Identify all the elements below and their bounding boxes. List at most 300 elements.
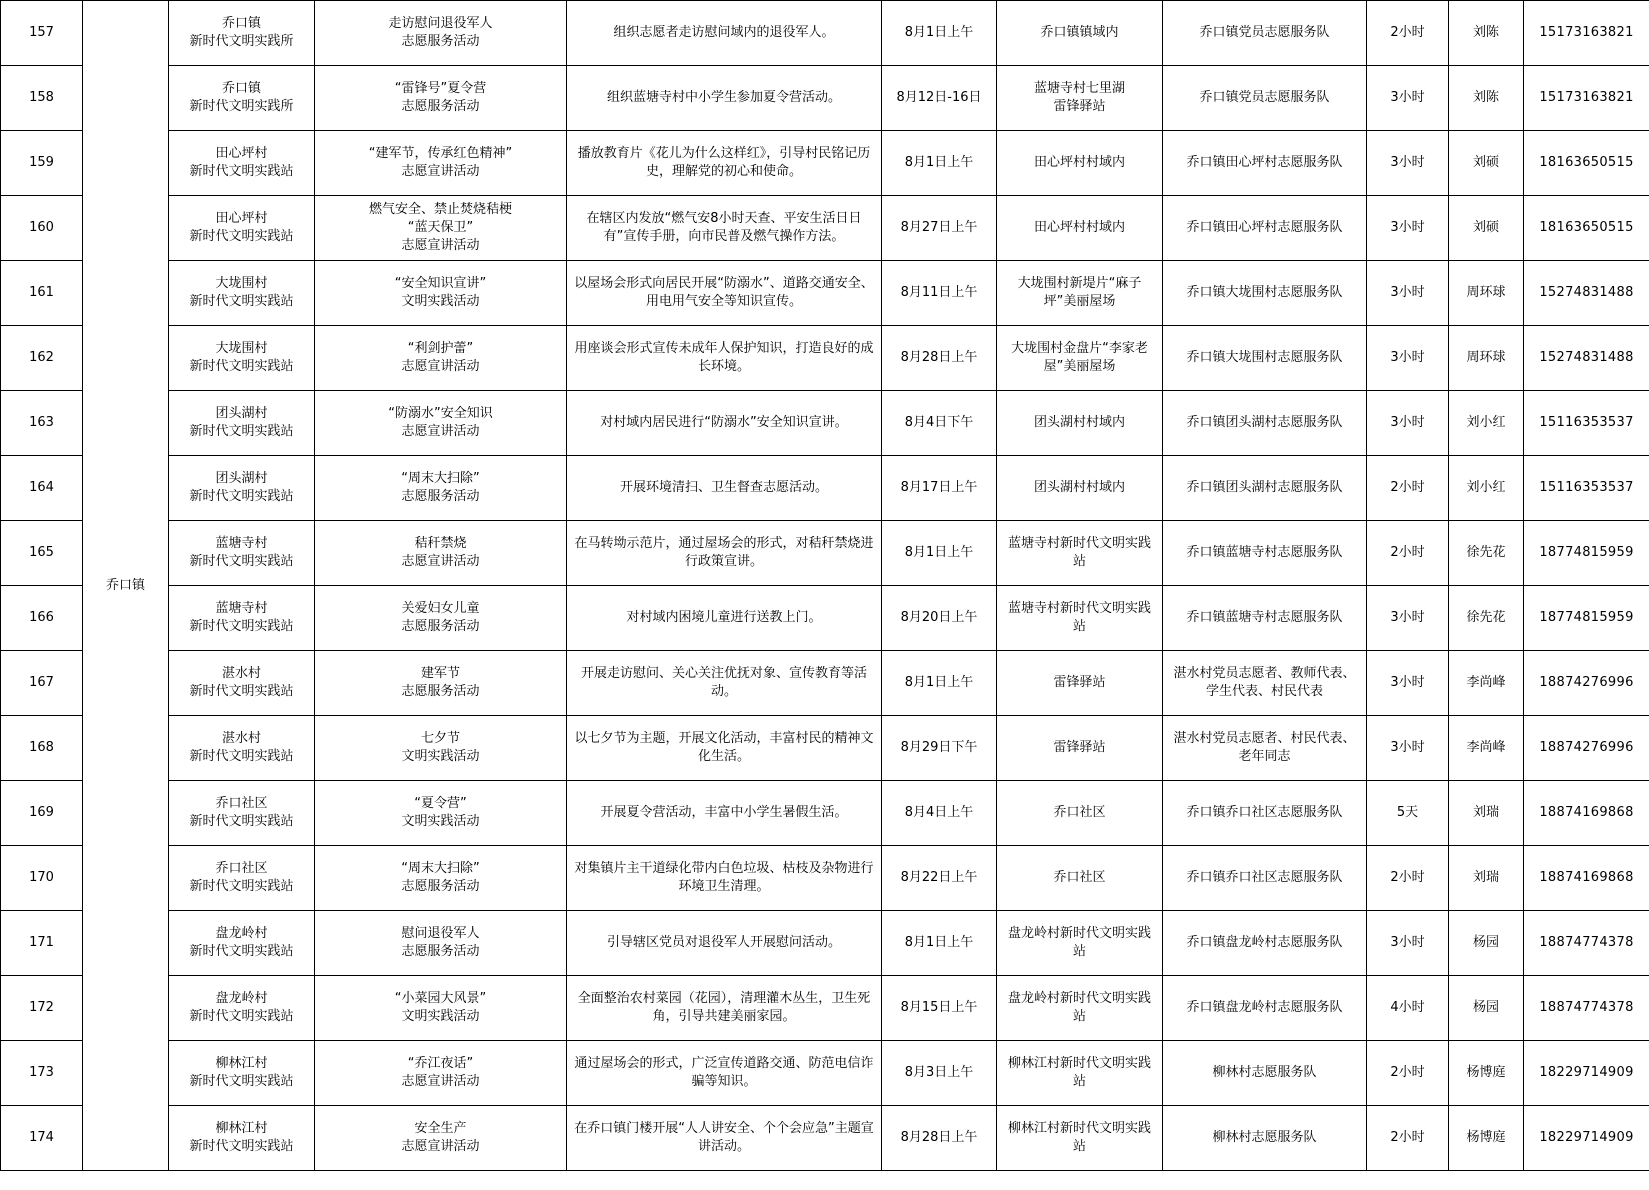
duration-text: 3小时 — [1390, 285, 1425, 300]
contact-person-text: 刘陈 — [1472, 90, 1499, 105]
volunteer-team-cell — [1163, 781, 1367, 846]
activity-name-text: “建军节，传承红色精神” 志愿宣讲活动 — [368, 146, 513, 179]
activity-place-cell — [997, 521, 1163, 586]
organizer-text: 团头湖村 新时代文明实践站 — [189, 406, 294, 439]
row-number-text: 167 — [29, 675, 54, 690]
activity-name-text: 七夕节 文明实践活动 — [401, 731, 480, 764]
volunteer-team-text: 乔口镇田心坪村志愿服务队 — [1186, 220, 1343, 235]
contact-phone-cell — [1524, 196, 1649, 261]
organizer-text: 柳林江村 新时代文明实践站 — [189, 1121, 294, 1154]
activity-content-text: 引导辖区党员对退役军人开展慰问活动。 — [606, 935, 841, 950]
organizer-text: 田心坪村 新时代文明实践站 — [189, 211, 294, 244]
activity-content-text: 开展走访慰问、关心关注优抚对象、宣传教育等活动。 — [580, 666, 867, 699]
contact-phone-text: 18874169868 — [1539, 805, 1634, 820]
activity-place-cell — [997, 1106, 1163, 1171]
volunteer-team-cell — [1163, 1, 1367, 66]
duration-cell — [1367, 391, 1449, 456]
activity-time-cell — [882, 911, 997, 976]
activity-content-cell — [567, 1, 882, 66]
activity-time-text: 8月4日下午 — [904, 415, 974, 430]
contact-person-cell — [1449, 391, 1524, 456]
duration-text: 3小时 — [1390, 155, 1425, 170]
duration-cell — [1367, 326, 1449, 391]
duration-cell — [1367, 66, 1449, 131]
table-row — [1, 716, 1649, 781]
activity-content-cell — [567, 1106, 882, 1171]
activity-content-text: 在辖区内发放“燃气安8小时天查、平安生活日日有”宣传手册，向市民普及燃气操作方法。 — [586, 211, 862, 244]
duration-cell — [1367, 196, 1449, 261]
volunteer-team-cell — [1163, 846, 1367, 911]
contact-person-cell — [1449, 1, 1524, 66]
contact-person-cell — [1449, 196, 1524, 261]
contact-phone-text: 18874774378 — [1539, 935, 1634, 950]
activity-name-cell — [315, 261, 567, 326]
contact-person-cell — [1449, 781, 1524, 846]
organizer-cell — [169, 846, 315, 911]
table-row — [1, 846, 1649, 911]
duration-cell — [1367, 716, 1449, 781]
duration-text: 3小时 — [1390, 220, 1425, 235]
contact-person-cell — [1449, 456, 1524, 521]
activity-content-cell — [567, 976, 882, 1041]
activity-time-cell — [882, 781, 997, 846]
organizer-text: 乔口镇 新时代文明实践所 — [189, 16, 294, 49]
activity-time-cell — [882, 1106, 997, 1171]
contact-phone-cell — [1524, 781, 1649, 846]
activity-name-cell — [315, 1, 567, 66]
duration-text: 2小时 — [1390, 1130, 1425, 1145]
volunteer-team-text: 柳林村志愿服务队 — [1212, 1130, 1317, 1145]
activity-content-cell — [567, 911, 882, 976]
contact-person-text: 刘小红 — [1466, 480, 1506, 495]
volunteer-team-cell — [1163, 66, 1367, 131]
row-number-cell — [1, 456, 83, 521]
activity-time-cell — [882, 1, 997, 66]
contact-person-cell — [1449, 976, 1524, 1041]
volunteer-team-text: 湛水村党员志愿者、村民代表、老年同志 — [1173, 731, 1356, 764]
table-row — [1, 196, 1649, 261]
volunteer-team-text: 湛水村党员志愿者、教师代表、学生代表、村民代表 — [1173, 666, 1356, 699]
contact-person-text: 杨博庭 — [1466, 1065, 1506, 1080]
row-number-text: 165 — [29, 545, 54, 560]
contact-phone-cell — [1524, 326, 1649, 391]
activity-place-text: 盘龙岭村新时代文明实践站 — [1007, 926, 1151, 959]
contact-phone-cell — [1524, 521, 1649, 586]
row-number-text: 166 — [29, 610, 54, 625]
activity-place-cell — [997, 456, 1163, 521]
contact-person-cell — [1449, 911, 1524, 976]
contact-phone-cell — [1524, 391, 1649, 456]
contact-phone-text: 18229714909 — [1539, 1130, 1634, 1145]
contact-person-cell — [1449, 1041, 1524, 1106]
row-number-text: 172 — [29, 1000, 54, 1015]
contact-phone-text: 15116353537 — [1539, 480, 1634, 495]
activity-place-cell — [997, 66, 1163, 131]
activity-time-cell — [882, 196, 997, 261]
contact-person-text: 周环球 — [1466, 350, 1506, 365]
activity-content-text: 对村域内困境儿童进行送教上门。 — [626, 610, 822, 625]
duration-text: 3小时 — [1390, 935, 1425, 950]
duration-text: 3小时 — [1390, 610, 1425, 625]
row-number-text: 159 — [29, 155, 54, 170]
activity-time-text: 8月1日上午 — [904, 935, 974, 950]
activity-place-text: 大垅围村新堤片“麻子坪”美丽屋场 — [1017, 276, 1142, 309]
duration-cell — [1367, 781, 1449, 846]
activity-place-text: 田心坪村村域内 — [1033, 220, 1125, 235]
activity-place-cell — [997, 781, 1163, 846]
activity-time-text: 8月28日上午 — [900, 1130, 978, 1145]
activity-name-cell — [315, 911, 567, 976]
table-row — [1, 1, 1649, 66]
activity-time-text: 8月1日上午 — [904, 675, 974, 690]
activity-name-cell — [315, 976, 567, 1041]
duration-cell — [1367, 261, 1449, 326]
activity-content-text: 在马转坳示范片，通过屋场会的形式，对秸秆禁烧进行政策宣讲。 — [574, 536, 874, 569]
activity-name-cell — [315, 716, 567, 781]
activity-content-cell — [567, 1041, 882, 1106]
activity-name-cell — [315, 521, 567, 586]
table-row — [1, 326, 1649, 391]
contact-phone-text: 18874276996 — [1539, 675, 1634, 690]
row-number-text: 174 — [29, 1130, 54, 1145]
activity-content-text: 对村域内居民进行“防溺水”安全知识宣讲。 — [600, 415, 848, 430]
activity-name-text: “夏令营” 文明实践活动 — [401, 796, 480, 829]
activity-time-text: 8月3日上午 — [904, 1065, 974, 1080]
organizer-text: 田心坪村 新时代文明实践站 — [189, 146, 294, 179]
duration-cell — [1367, 521, 1449, 586]
activity-place-text: 盘龙岭村新时代文明实践站 — [1007, 991, 1151, 1024]
organizer-cell — [169, 1, 315, 66]
table-row — [1, 781, 1649, 846]
activity-name-cell — [315, 456, 567, 521]
volunteer-team-cell — [1163, 911, 1367, 976]
activity-name-text: “雷锋号”夏令营 志愿服务活动 — [394, 81, 487, 114]
table-row — [1, 911, 1649, 976]
activity-place-text: 田心坪村村域内 — [1033, 155, 1125, 170]
volunteer-team-text: 乔口镇乔口社区志愿服务队 — [1186, 805, 1343, 820]
activity-name-cell — [315, 391, 567, 456]
activity-time-text: 8月4日上午 — [904, 805, 974, 820]
duration-text: 3小时 — [1390, 415, 1425, 430]
activity-time-cell — [882, 846, 997, 911]
volunteer-team-cell — [1163, 456, 1367, 521]
activity-name-text: 燃气安全、禁止焚烧秸梗 “蓝天保卫” 志愿宣讲活动 — [368, 202, 512, 253]
activity-place-cell — [997, 911, 1163, 976]
contact-person-cell — [1449, 716, 1524, 781]
activity-place-text: 蓝塘寺村新时代文明实践站 — [1007, 536, 1151, 569]
activity-time-cell — [882, 456, 997, 521]
activity-time-cell — [882, 131, 997, 196]
duration-text: 3小时 — [1390, 350, 1425, 365]
row-number-text: 170 — [29, 870, 54, 885]
activity-time-text: 8月29日下午 — [900, 740, 978, 755]
contact-person-text: 李尚峰 — [1466, 740, 1506, 755]
organizer-cell — [169, 261, 315, 326]
activity-name-text: 关爱妇女儿童 志愿服务活动 — [401, 601, 480, 634]
contact-phone-cell — [1524, 586, 1649, 651]
row-number-cell — [1, 1041, 83, 1106]
activity-place-cell — [997, 716, 1163, 781]
contact-person-text: 周环球 — [1466, 285, 1506, 300]
row-number-text: 162 — [29, 350, 54, 365]
activity-place-text: 柳林江村新时代文明实践站 — [1007, 1121, 1151, 1154]
activity-content-text: 对集镇片主干道绿化带内白色垃圾、枯枝及杂物进行环境卫生清理。 — [574, 861, 874, 894]
contact-phone-text: 15173163821 — [1539, 90, 1634, 105]
activity-name-cell — [315, 131, 567, 196]
organizer-text: 乔口社区 新时代文明实践站 — [189, 861, 294, 894]
table-row — [1, 521, 1649, 586]
organizer-cell — [169, 196, 315, 261]
activity-place-text: 团头湖村村域内 — [1033, 480, 1125, 495]
organizer-text: 盘龙岭村 新时代文明实践站 — [189, 991, 294, 1024]
volunteer-team-text: 乔口镇蓝塘寺村志愿服务队 — [1186, 610, 1343, 625]
contact-phone-text: 18874774378 — [1539, 1000, 1634, 1015]
activity-time-cell — [882, 261, 997, 326]
activity-time-text: 8月17日上午 — [900, 480, 978, 495]
activity-content-text: 播放教育片《花儿为什么这样红》，引导村民铭记历史，理解党的初心和使命。 — [577, 146, 871, 179]
organizer-text: 大垅围村 新时代文明实践站 — [189, 341, 294, 374]
activity-content-cell — [567, 391, 882, 456]
contact-phone-cell — [1524, 1041, 1649, 1106]
duration-text: 2小时 — [1390, 545, 1425, 560]
contact-person-cell — [1449, 1106, 1524, 1171]
organizer-cell — [169, 456, 315, 521]
activity-content-cell — [567, 781, 882, 846]
activity-time-text: 8月22日上午 — [900, 870, 978, 885]
table-row — [1, 976, 1649, 1041]
activity-time-text: 8月11日上午 — [900, 285, 978, 300]
contact-person-text: 刘瑞 — [1472, 870, 1499, 885]
row-number-text: 173 — [29, 1065, 54, 1080]
contact-person-cell — [1449, 326, 1524, 391]
organizer-cell — [169, 586, 315, 651]
organizer-cell — [169, 326, 315, 391]
contact-person-text: 徐先花 — [1466, 545, 1506, 560]
activity-time-cell — [882, 521, 997, 586]
table-row — [1, 261, 1649, 326]
activity-content-cell — [567, 521, 882, 586]
table-row — [1, 391, 1649, 456]
organizer-cell — [169, 1041, 315, 1106]
contact-person-cell — [1449, 66, 1524, 131]
activity-time-cell — [882, 326, 997, 391]
activity-place-text: 大垅围村金盘片“李家老屋”美丽屋场 — [1011, 341, 1148, 374]
row-number-cell — [1, 131, 83, 196]
duration-cell — [1367, 1041, 1449, 1106]
contact-person-text: 杨博庭 — [1466, 1130, 1506, 1145]
activity-place-text: 柳林江村新时代文明实践站 — [1007, 1056, 1151, 1089]
activity-place-text: 乔口镇镇域内 — [1040, 25, 1119, 40]
contact-phone-text: 15274831488 — [1539, 350, 1634, 365]
contact-person-cell — [1449, 261, 1524, 326]
organizer-text: 乔口镇 新时代文明实践所 — [189, 81, 294, 114]
row-number-text: 168 — [29, 740, 54, 755]
activity-place-cell — [997, 131, 1163, 196]
table-row — [1, 66, 1649, 131]
activity-name-cell — [315, 1106, 567, 1171]
activity-content-cell — [567, 261, 882, 326]
row-number-text: 164 — [29, 480, 54, 495]
contact-phone-text: 18774815959 — [1539, 610, 1634, 625]
row-number-cell — [1, 196, 83, 261]
volunteer-team-text: 乔口镇党员志愿服务队 — [1199, 25, 1330, 40]
row-number-cell — [1, 261, 83, 326]
activity-time-text: 8月20日上午 — [900, 610, 978, 625]
contact-phone-cell — [1524, 1, 1649, 66]
duration-cell — [1367, 131, 1449, 196]
row-number-cell — [1, 1, 83, 66]
activity-name-cell — [315, 846, 567, 911]
organizer-text: 蓝塘寺村 新时代文明实践站 — [189, 536, 294, 569]
duration-text: 4小时 — [1390, 1000, 1425, 1015]
activity-time-text: 8月1日上午 — [904, 25, 974, 40]
organizer-text: 柳林江村 新时代文明实践站 — [189, 1056, 294, 1089]
volunteer-team-cell — [1163, 1106, 1367, 1171]
volunteer-team-text: 乔口镇团头湖村志愿服务队 — [1186, 415, 1343, 430]
activity-time-cell — [882, 651, 997, 716]
activity-time-text: 8月1日上午 — [904, 545, 974, 560]
activity-name-text: “安全知识宣讲” 文明实践活动 — [394, 276, 487, 309]
volunteer-team-text: 乔口镇田心坪村志愿服务队 — [1186, 155, 1343, 170]
activity-name-cell — [315, 1041, 567, 1106]
volunteer-team-cell — [1163, 131, 1367, 196]
activity-content-text: 开展夏令营活动，丰富中小学生暑假生活。 — [600, 805, 848, 820]
activity-place-text: 雷锋驿站 — [1053, 675, 1106, 690]
activity-time-cell — [882, 586, 997, 651]
contact-person-text: 刘硕 — [1472, 155, 1499, 170]
contact-person-text: 李尚峰 — [1466, 675, 1506, 690]
activity-content-text: 以七夕节为主题，开展文化活动，丰富村民的精神文化生活。 — [574, 731, 874, 764]
contact-phone-text: 18874276996 — [1539, 740, 1634, 755]
contact-phone-cell — [1524, 911, 1649, 976]
organizer-text: 蓝塘寺村 新时代文明实践站 — [189, 601, 294, 634]
activity-time-text: 8月28日上午 — [900, 350, 978, 365]
activity-place-text: 蓝塘寺村七里湖 雷锋驿站 — [1033, 81, 1125, 114]
duration-text: 2小时 — [1390, 1065, 1425, 1080]
duration-text: 2小时 — [1390, 870, 1425, 885]
activity-time-text: 8月12日-16日 — [896, 90, 982, 105]
contact-person-text: 徐先花 — [1466, 610, 1506, 625]
activity-content-cell — [567, 326, 882, 391]
row-number-text: 158 — [29, 90, 54, 105]
duration-text: 3小时 — [1390, 90, 1425, 105]
volunteer-team-text: 乔口镇蓝塘寺村志愿服务队 — [1186, 545, 1343, 560]
duration-cell — [1367, 651, 1449, 716]
duration-cell — [1367, 911, 1449, 976]
activity-name-text: “周末大扫除” 志愿服务活动 — [401, 471, 480, 504]
activity-name-text: “利剑护蕾” 志愿宣讲活动 — [401, 341, 480, 374]
contact-phone-cell — [1524, 846, 1649, 911]
contact-phone-text: 18874169868 — [1539, 870, 1634, 885]
contact-phone-text: 15116353537 — [1539, 415, 1634, 430]
contact-phone-text: 18774815959 — [1539, 545, 1634, 560]
table-row — [1, 1106, 1649, 1171]
duration-cell — [1367, 586, 1449, 651]
duration-text: 2小时 — [1390, 25, 1425, 40]
activity-name-text: “乔江夜话” 志愿宣讲活动 — [401, 1056, 480, 1089]
activity-place-text: 雷锋驿站 — [1053, 740, 1106, 755]
activity-name-text: 安全生产 志愿宣讲活动 — [401, 1121, 480, 1154]
duration-text: 3小时 — [1390, 675, 1425, 690]
row-number-cell — [1, 326, 83, 391]
activity-content-text: 在乔口镇门楼开展“人人讲安全、个个会应急”主题宣讲活动。 — [574, 1121, 874, 1154]
organizer-text: 乔口社区 新时代文明实践站 — [189, 796, 294, 829]
activity-name-text: 秸秆禁烧 志愿宣讲活动 — [401, 536, 480, 569]
volunteer-team-cell — [1163, 521, 1367, 586]
township-cell — [83, 1, 169, 1171]
row-number-cell — [1, 781, 83, 846]
activity-name-text: 走访慰问退役军人 志愿服务活动 — [388, 16, 493, 49]
organizer-text: 湛水村 新时代文明实践站 — [189, 666, 294, 699]
activity-name-text: “防溺水”安全知识 志愿宣讲活动 — [388, 406, 493, 439]
volunteer-team-cell — [1163, 326, 1367, 391]
volunteer-team-text: 乔口镇团头湖村志愿服务队 — [1186, 480, 1343, 495]
activity-content-text: 组织志愿者走访慰问域内的退役军人。 — [613, 25, 835, 40]
contact-phone-cell — [1524, 261, 1649, 326]
organizer-text: 盘龙岭村 新时代文明实践站 — [189, 926, 294, 959]
row-number-cell — [1, 521, 83, 586]
row-number-text: 163 — [29, 415, 54, 430]
volunteer-team-text: 乔口镇盘龙岭村志愿服务队 — [1186, 1000, 1343, 1015]
activity-content-text: 以屋场会形式向居民开展“防溺水”、道路交通安全、用电用气安全等知识宣传。 — [574, 276, 874, 309]
activity-place-cell — [997, 976, 1163, 1041]
table-body — [1, 1, 1649, 1171]
row-number-text: 169 — [29, 805, 54, 820]
activity-place-cell — [997, 1, 1163, 66]
duration-cell — [1367, 1, 1449, 66]
activity-place-text: 团头湖村村域内 — [1033, 415, 1125, 430]
activity-place-cell — [997, 651, 1163, 716]
row-number-cell — [1, 716, 83, 781]
table-row — [1, 1041, 1649, 1106]
activity-time-cell — [882, 716, 997, 781]
volunteer-team-text: 乔口镇党员志愿服务队 — [1199, 90, 1330, 105]
activity-place-cell — [997, 1041, 1163, 1106]
activity-name-cell — [315, 781, 567, 846]
organizer-cell — [169, 911, 315, 976]
volunteer-team-text: 乔口镇大垅围村志愿服务队 — [1186, 285, 1343, 300]
volunteer-team-cell — [1163, 651, 1367, 716]
activity-content-cell — [567, 846, 882, 911]
organizer-cell — [169, 521, 315, 586]
activity-name-text: 建军节 志愿服务活动 — [401, 666, 480, 699]
duration-cell — [1367, 976, 1449, 1041]
organizer-text: 大垅围村 新时代文明实践站 — [189, 276, 294, 309]
contact-person-cell — [1449, 131, 1524, 196]
contact-phone-cell — [1524, 1106, 1649, 1171]
volunteer-team-cell — [1163, 586, 1367, 651]
volunteer-team-cell — [1163, 976, 1367, 1041]
organizer-cell — [169, 391, 315, 456]
contact-person-text: 杨园 — [1472, 935, 1499, 950]
row-number-text: 171 — [29, 935, 54, 950]
activity-place-cell — [997, 326, 1163, 391]
row-number-cell — [1, 976, 83, 1041]
duration-text: 3小时 — [1390, 740, 1425, 755]
activity-content-cell — [567, 651, 882, 716]
township-label: 乔口镇 — [105, 577, 145, 593]
activity-place-text: 乔口社区 — [1053, 805, 1106, 820]
duration-cell — [1367, 846, 1449, 911]
activity-time-text: 8月15日上午 — [900, 1000, 978, 1015]
organizer-cell — [169, 1106, 315, 1171]
activity-name-text: 慰问退役军人 志愿服务活动 — [401, 926, 480, 959]
row-number-text: 157 — [29, 25, 54, 40]
contact-phone-cell — [1524, 716, 1649, 781]
activity-time-cell — [882, 66, 997, 131]
volunteer-team-cell — [1163, 196, 1367, 261]
activity-content-cell — [567, 131, 882, 196]
